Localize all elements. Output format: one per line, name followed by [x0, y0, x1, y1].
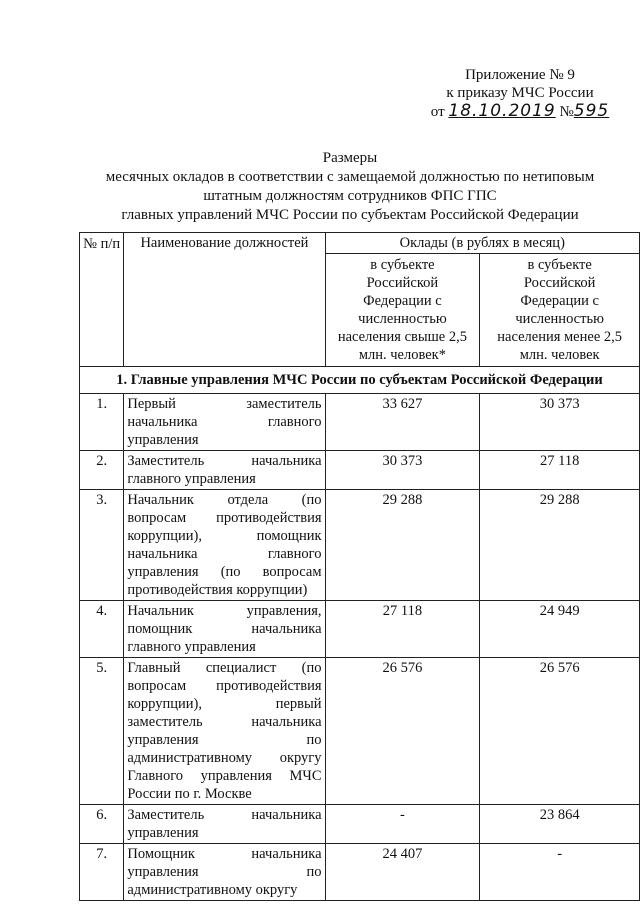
row-number: 6.	[80, 805, 124, 844]
title-line-3: штатным должностям сотрудников ФПС ГПС	[203, 188, 497, 204]
row-number: 2.	[80, 451, 124, 490]
row-position: Первый заместитель начальника главного управления	[124, 394, 325, 451]
salary-table	[79, 232, 640, 901]
table-row	[80, 394, 640, 451]
row-salary-large: 24 407	[325, 844, 480, 901]
order-date-line	[410, 102, 630, 121]
section-title: 1. Главные управления МЧС России по субъектам Российской Федерации	[80, 367, 640, 394]
row-salary-small: 29 288	[480, 490, 640, 601]
row-position: Помощник начальника управления по административному округу	[124, 844, 325, 901]
order-reference: к приказу МЧС России	[446, 85, 594, 101]
row-position: Заместитель начальника главного управления	[124, 451, 325, 490]
row-number: 7.	[80, 844, 124, 901]
row-position: Начальник отдела (по вопросам противодействия коррупции), помощник начальника главного управления (по вопросам противодействия коррупции)	[124, 490, 325, 601]
row-number: 4.	[80, 601, 124, 658]
table-row	[80, 805, 640, 844]
header-number: № п/п	[80, 233, 124, 367]
row-position: Главный специалист (по вопросам противодействия коррупции), первый заместитель начальника управления по административному округу Главного управления МЧС России по г. Москве	[124, 658, 325, 805]
row-salary-small: 24 949	[480, 601, 640, 658]
header-large-region: в субъекте Российской Федерации с численностью населения свыше 2,5 млн. человек*	[325, 254, 480, 367]
handwritten-number: 595	[573, 101, 610, 121]
date-prefix: от	[430, 104, 445, 120]
row-salary-large: 26 576	[325, 658, 480, 805]
title-line-4: главных управлений МЧС России по субъектам Российской Федерации	[121, 207, 579, 223]
table-row	[80, 844, 640, 901]
row-number: 3.	[80, 490, 124, 601]
row-position: Начальник управления, помощник начальника главного управления	[124, 601, 325, 658]
row-salary-small: 26 576	[480, 658, 640, 805]
handwritten-date: 18.10.2019	[448, 101, 556, 121]
row-salary-large: 27 118	[325, 601, 480, 658]
document-title	[60, 149, 640, 225]
appendix-number: Приложение № 9	[465, 67, 575, 83]
row-salary-large: 30 373	[325, 451, 480, 490]
table-row	[80, 658, 640, 805]
table-row	[80, 601, 640, 658]
title-line-1: Размеры	[322, 150, 378, 166]
row-salary-small: 27 118	[480, 451, 640, 490]
table-header-row	[80, 233, 640, 254]
row-salary-large: 33 627	[325, 394, 480, 451]
number-prefix: №	[559, 104, 574, 120]
document-header	[410, 66, 630, 121]
header-position-name: Наименование должностей	[124, 233, 325, 367]
table-row	[80, 451, 640, 490]
row-salary-large: 29 288	[325, 490, 480, 601]
header-small-region: в субъекте Российской Федерации с численностью населения менее 2,5 млн. человек	[480, 254, 640, 367]
table-row	[80, 490, 640, 601]
row-number: 5.	[80, 658, 124, 805]
header-salary: Оклады (в рублях в месяц)	[325, 233, 639, 254]
row-salary-small: -	[480, 844, 640, 901]
row-salary-small: 23 864	[480, 805, 640, 844]
section-row	[80, 367, 640, 394]
row-salary-small: 30 373	[480, 394, 640, 451]
row-salary-large: -	[325, 805, 480, 844]
row-number: 1.	[80, 394, 124, 451]
title-line-2: месячных окладов в соответствии с замещаемой должностью по нетиповым	[105, 169, 595, 185]
row-position: Заместитель начальника управления	[124, 805, 325, 844]
